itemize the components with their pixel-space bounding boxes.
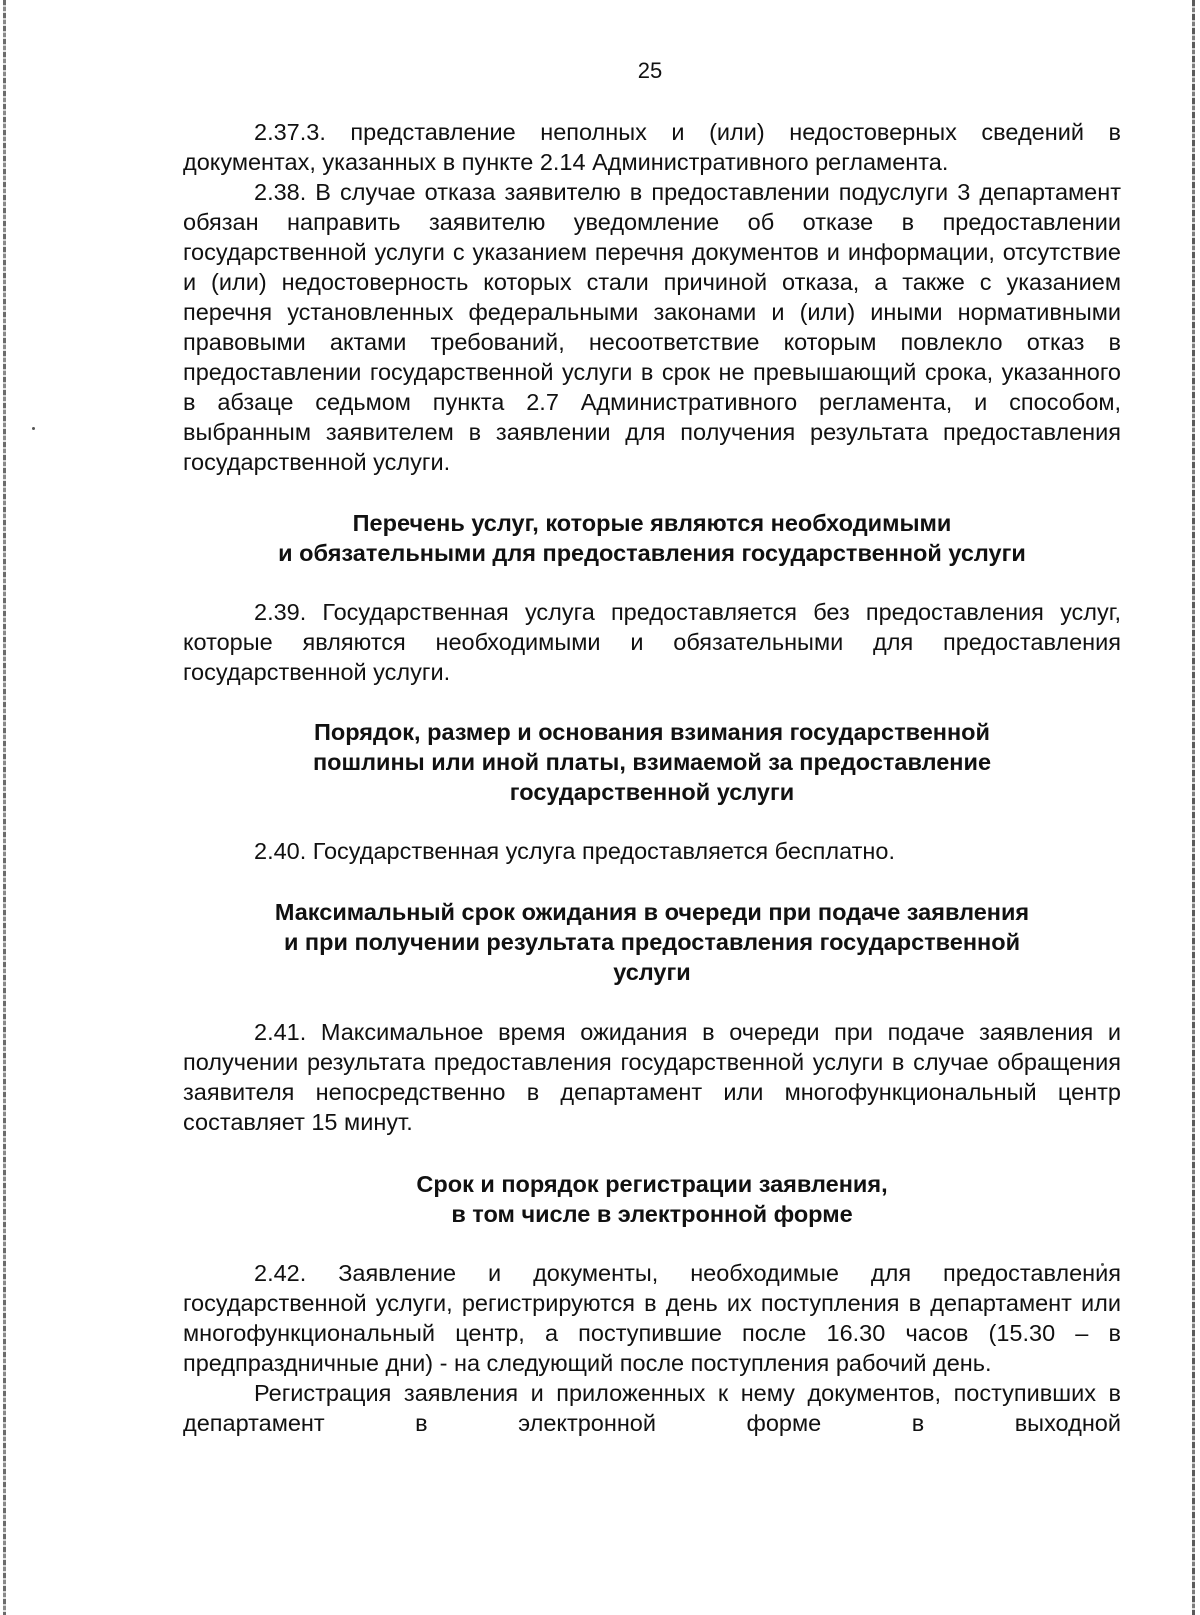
heading-line: и обязательными для предоставления государственной услуги <box>278 540 1026 566</box>
section-heading-necessary-services <box>183 508 1121 568</box>
scan-right-edge <box>1192 0 1195 1615</box>
heading-line: Порядок, размер и основания взимания государственной <box>314 719 990 745</box>
paragraph-2-39: 2.39. Государственная услуга предоставляется без предоставления услуг, которые являются необходимыми и обязательными для предоставления государственной услуги. <box>183 599 1121 685</box>
heading-line: пошлины или иной платы, взимаемой за предоставление <box>312 749 992 775</box>
page-number: 25 <box>637 58 663 83</box>
paragraph-2-42: 2.42. Заявление и документы, необходимые для предоставления государственной услуги, регистрируются в день их поступления в департамент или многофункциональный центр, а поступившие после 16.30 часов (15.30 – в предпраздничные дни) - на следующий после поступления рабочий день. <box>183 1260 1121 1376</box>
heading-line: государственной услуги <box>509 779 795 805</box>
paragraph-2-37-3: 2.37.3. представление неполных и (или) недостоверных сведений в документах, указанных в пункте 2.14 Административного регламента. <box>183 119 1121 175</box>
document-body <box>183 117 1121 1438</box>
heading-line: Срок и порядок регистрации заявления, <box>416 1171 888 1197</box>
paragraph-registration-electronic: Регистрация заявления и приложенных к нему документов, поступивших в департамент в электронной форме в выходной <box>183 1380 1121 1436</box>
section-heading-registration <box>183 1169 1121 1229</box>
scan-speck <box>32 427 35 430</box>
scan-left-edge <box>3 0 6 1615</box>
heading-line: и при получении результата предоставления государственной <box>283 929 1021 955</box>
section-heading-queue-time <box>183 897 1121 987</box>
heading-line: Перечень услуг, которые являются необходимыми <box>352 510 952 536</box>
section-heading-state-fee <box>183 717 1121 807</box>
paragraph-2-38: 2.38. В случае отказа заявителю в предоставлении подуслуги 3 департамент обязан направить заявителю уведомление об отказе в предоставлении государственной услуги с указанием перечня документов и информации, отсутствие и (или) недостоверность которых стали причиной отказа, а также с указанием перечня установленных федеральными законами и (или) иными нормативными правовыми актами требований, несоответствие которым повлекло отказ в предоставлении государственной услуги в срок не превышающий срока, указанного в абзаце седьмом пункта 2.7 Административного регламента, и способом, выбранным заявителем в заявлении для получения результата предоставления государственной услуги. <box>183 179 1121 475</box>
heading-line: Максимальный срок ожидания в очереди при подаче заявления <box>274 899 1030 925</box>
heading-line: услуги <box>613 959 691 985</box>
paragraph-2-41: 2.41. Максимальное время ожидания в очереди при подаче заявления и получении результата предоставления государственной услуги в случае обращения заявителя непосредственно в департамент или многофункциональный центр составляет 15 минут. <box>183 1019 1121 1135</box>
heading-line: в том числе в электронной форме <box>451 1201 853 1227</box>
paragraph-2-40: 2.40. Государственная услуга предоставляется бесплатно. <box>254 838 895 864</box>
